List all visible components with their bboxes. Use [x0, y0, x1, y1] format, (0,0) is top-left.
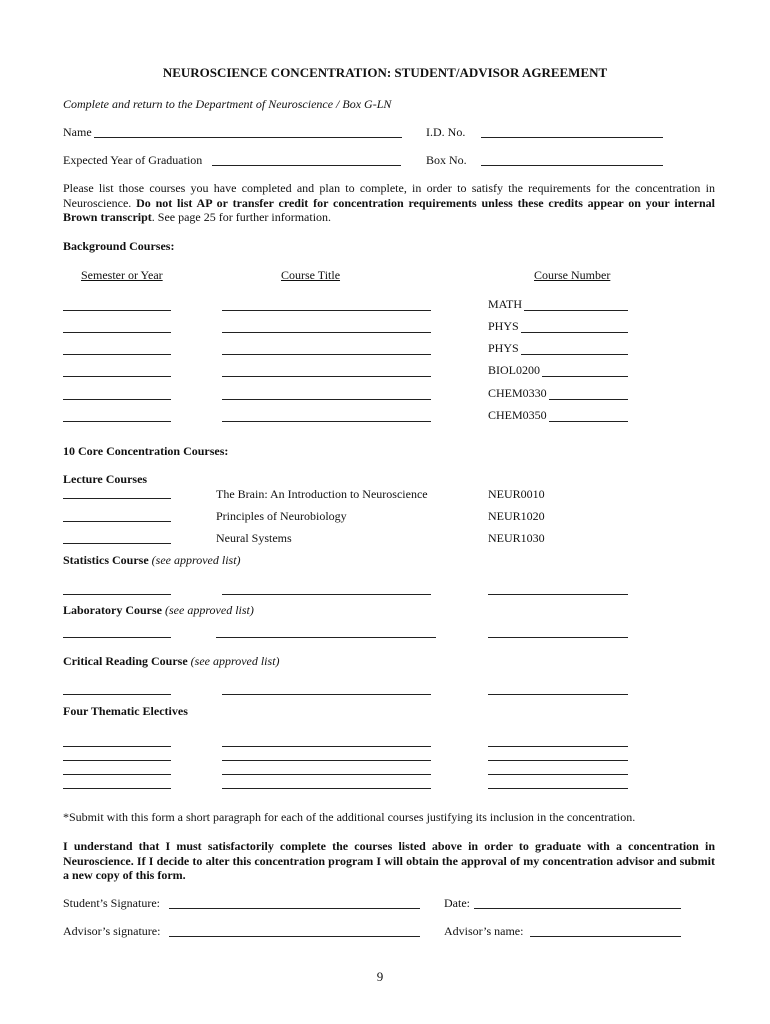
lecture-number: NEUR1030 — [488, 531, 545, 545]
statistics-note: (see approved list) — [151, 553, 241, 567]
background-title-field[interactable] — [222, 332, 431, 333]
critical-semester-field[interactable] — [63, 694, 171, 695]
elective-title-field[interactable] — [222, 760, 431, 761]
background-course-number — [488, 341, 519, 355]
lecture-heading: Lecture Courses — [63, 472, 148, 486]
laboratory-number-field[interactable] — [488, 637, 628, 638]
lecture-number: NEUR1020 — [488, 509, 545, 523]
electives-heading: Four Thematic Electives — [63, 704, 188, 718]
critical-number-field[interactable] — [488, 694, 628, 695]
critical-heading — [63, 654, 280, 668]
col-number-header: Course Number — [534, 268, 611, 282]
elective-title-field[interactable] — [222, 746, 431, 747]
elective-semester-field[interactable] — [63, 774, 171, 775]
background-number-field[interactable] — [521, 354, 628, 355]
background-course-number — [488, 363, 540, 377]
statistics-heading — [63, 553, 241, 567]
name-label: Name — [63, 125, 92, 139]
laboratory-note: (see approved list) — [165, 603, 254, 617]
background-title-field[interactable] — [222, 421, 431, 422]
background-title-field[interactable] — [222, 310, 431, 311]
student-signature-label: Student’s Signature: — [63, 896, 160, 910]
box-field[interactable] — [481, 165, 663, 166]
background-number-field[interactable] — [524, 310, 628, 311]
elective-number-field[interactable] — [488, 774, 628, 775]
col-title-header: Course Title — [281, 268, 341, 282]
instructions-paragraph — [63, 181, 715, 225]
lecture-semester-field[interactable] — [63, 543, 171, 544]
advisor-name-label: Advisor’s name: — [444, 924, 524, 938]
date-label: Date: — [444, 896, 470, 910]
course-prefix: PHYS — [488, 319, 519, 333]
laboratory-title-field[interactable] — [216, 637, 436, 638]
background-course-number — [488, 386, 547, 400]
background-semester-field[interactable] — [63, 421, 171, 422]
grad-year-field[interactable] — [212, 165, 401, 166]
advisor-signature-label: Advisor’s signature: — [63, 924, 161, 938]
instructions-text-end: . See page 25 for further information. — [151, 210, 332, 224]
course-prefix: MATH — [488, 297, 523, 311]
lecture-title: Neural Systems — [216, 531, 292, 545]
laboratory-heading — [63, 603, 254, 617]
background-semester-field[interactable] — [63, 310, 171, 311]
advisor-signature-field[interactable] — [169, 936, 420, 937]
elective-semester-field[interactable] — [63, 760, 171, 761]
advisor-name-field[interactable] — [530, 936, 681, 937]
col-semester-header: Semester or Year — [81, 268, 163, 282]
elective-title-field[interactable] — [222, 788, 431, 789]
lecture-semester-field[interactable] — [63, 498, 171, 499]
elective-number-field[interactable] — [488, 746, 628, 747]
id-field[interactable] — [481, 137, 663, 138]
core-heading: 10 Core Concentration Courses: — [63, 444, 229, 458]
date-field[interactable] — [474, 908, 681, 909]
background-course-number — [488, 408, 547, 422]
background-number-field[interactable] — [542, 376, 628, 377]
background-course-number — [488, 297, 522, 311]
statistics-semester-field[interactable] — [63, 594, 171, 595]
background-number-field[interactable] — [521, 332, 628, 333]
page-title: NEUROSCIENCE CONCENTRATION: STUDENT/ADVISOR AGREEMENT — [162, 65, 608, 80]
statistics-title-field[interactable] — [222, 594, 431, 595]
box-label: Box No. — [426, 153, 467, 167]
course-prefix: PHYS — [488, 341, 519, 355]
critical-title-field[interactable] — [222, 694, 431, 695]
course-prefix: BIOL0200 — [488, 363, 540, 377]
background-heading: Background Courses: — [63, 239, 175, 253]
background-semester-field[interactable] — [63, 376, 171, 377]
statistics-number-field[interactable] — [488, 594, 628, 595]
laboratory-semester-field[interactable] — [63, 637, 171, 638]
critical-label: Critical Reading Course — [63, 654, 188, 668]
lecture-number: NEUR0010 — [488, 487, 545, 501]
statistics-label: Statistics Course — [63, 553, 149, 567]
background-semester-field[interactable] — [63, 354, 171, 355]
background-semester-field[interactable] — [63, 399, 171, 400]
lecture-title: The Brain: An Introduction to Neuroscience — [216, 487, 428, 501]
return-instructions: Complete and return to the Department of Neuroscience / Box G-LN — [63, 97, 392, 111]
background-title-field[interactable] — [222, 399, 431, 400]
laboratory-label: Laboratory Course — [63, 603, 162, 617]
background-title-field[interactable] — [222, 354, 431, 355]
student-signature-field[interactable] — [169, 908, 420, 909]
background-number-field[interactable] — [549, 399, 628, 400]
course-prefix: CHEM0350 — [488, 408, 547, 422]
instructions-warning: Do not list AP or transfer credit for concentration requirements unless these credits appear on your internal Brown transcript — [63, 195, 716, 224]
elective-title-field[interactable] — [222, 774, 431, 775]
elective-number-field[interactable] — [488, 760, 628, 761]
elective-number-field[interactable] — [488, 788, 628, 789]
agreement-statement: I understand that I must satisfactorily complete the courses listed above in order to graduate with a concentration in Neuroscience. If I decide to alter this concentration program I will obtain the approval of my concentration advisor and submit a new copy of this form. — [63, 839, 715, 882]
background-title-field[interactable] — [222, 376, 431, 377]
background-number-field[interactable] — [549, 421, 628, 422]
lecture-title: Principles of Neurobiology — [216, 509, 347, 523]
instructions-text: Please list those courses you have completed and plan to complete, in order to satisfy the requirements for the concentration in Neuroscience. — [63, 181, 715, 210]
grad-year-label: Expected Year of Graduation — [63, 153, 203, 167]
name-field[interactable] — [94, 137, 402, 138]
background-semester-field[interactable] — [63, 332, 171, 333]
background-course-number — [488, 319, 519, 333]
course-prefix: CHEM0330 — [488, 386, 547, 400]
elective-semester-field[interactable] — [63, 788, 171, 789]
id-label: I.D. No. — [426, 125, 466, 139]
lecture-semester-field[interactable] — [63, 521, 171, 522]
submit-note: *Submit with this form a short paragraph for each of the additional courses justifying its inclusion in the concentration. — [63, 810, 636, 824]
critical-note: (see approved list) — [190, 654, 280, 668]
elective-semester-field[interactable] — [63, 746, 171, 747]
page-number: 9 — [376, 969, 384, 984]
